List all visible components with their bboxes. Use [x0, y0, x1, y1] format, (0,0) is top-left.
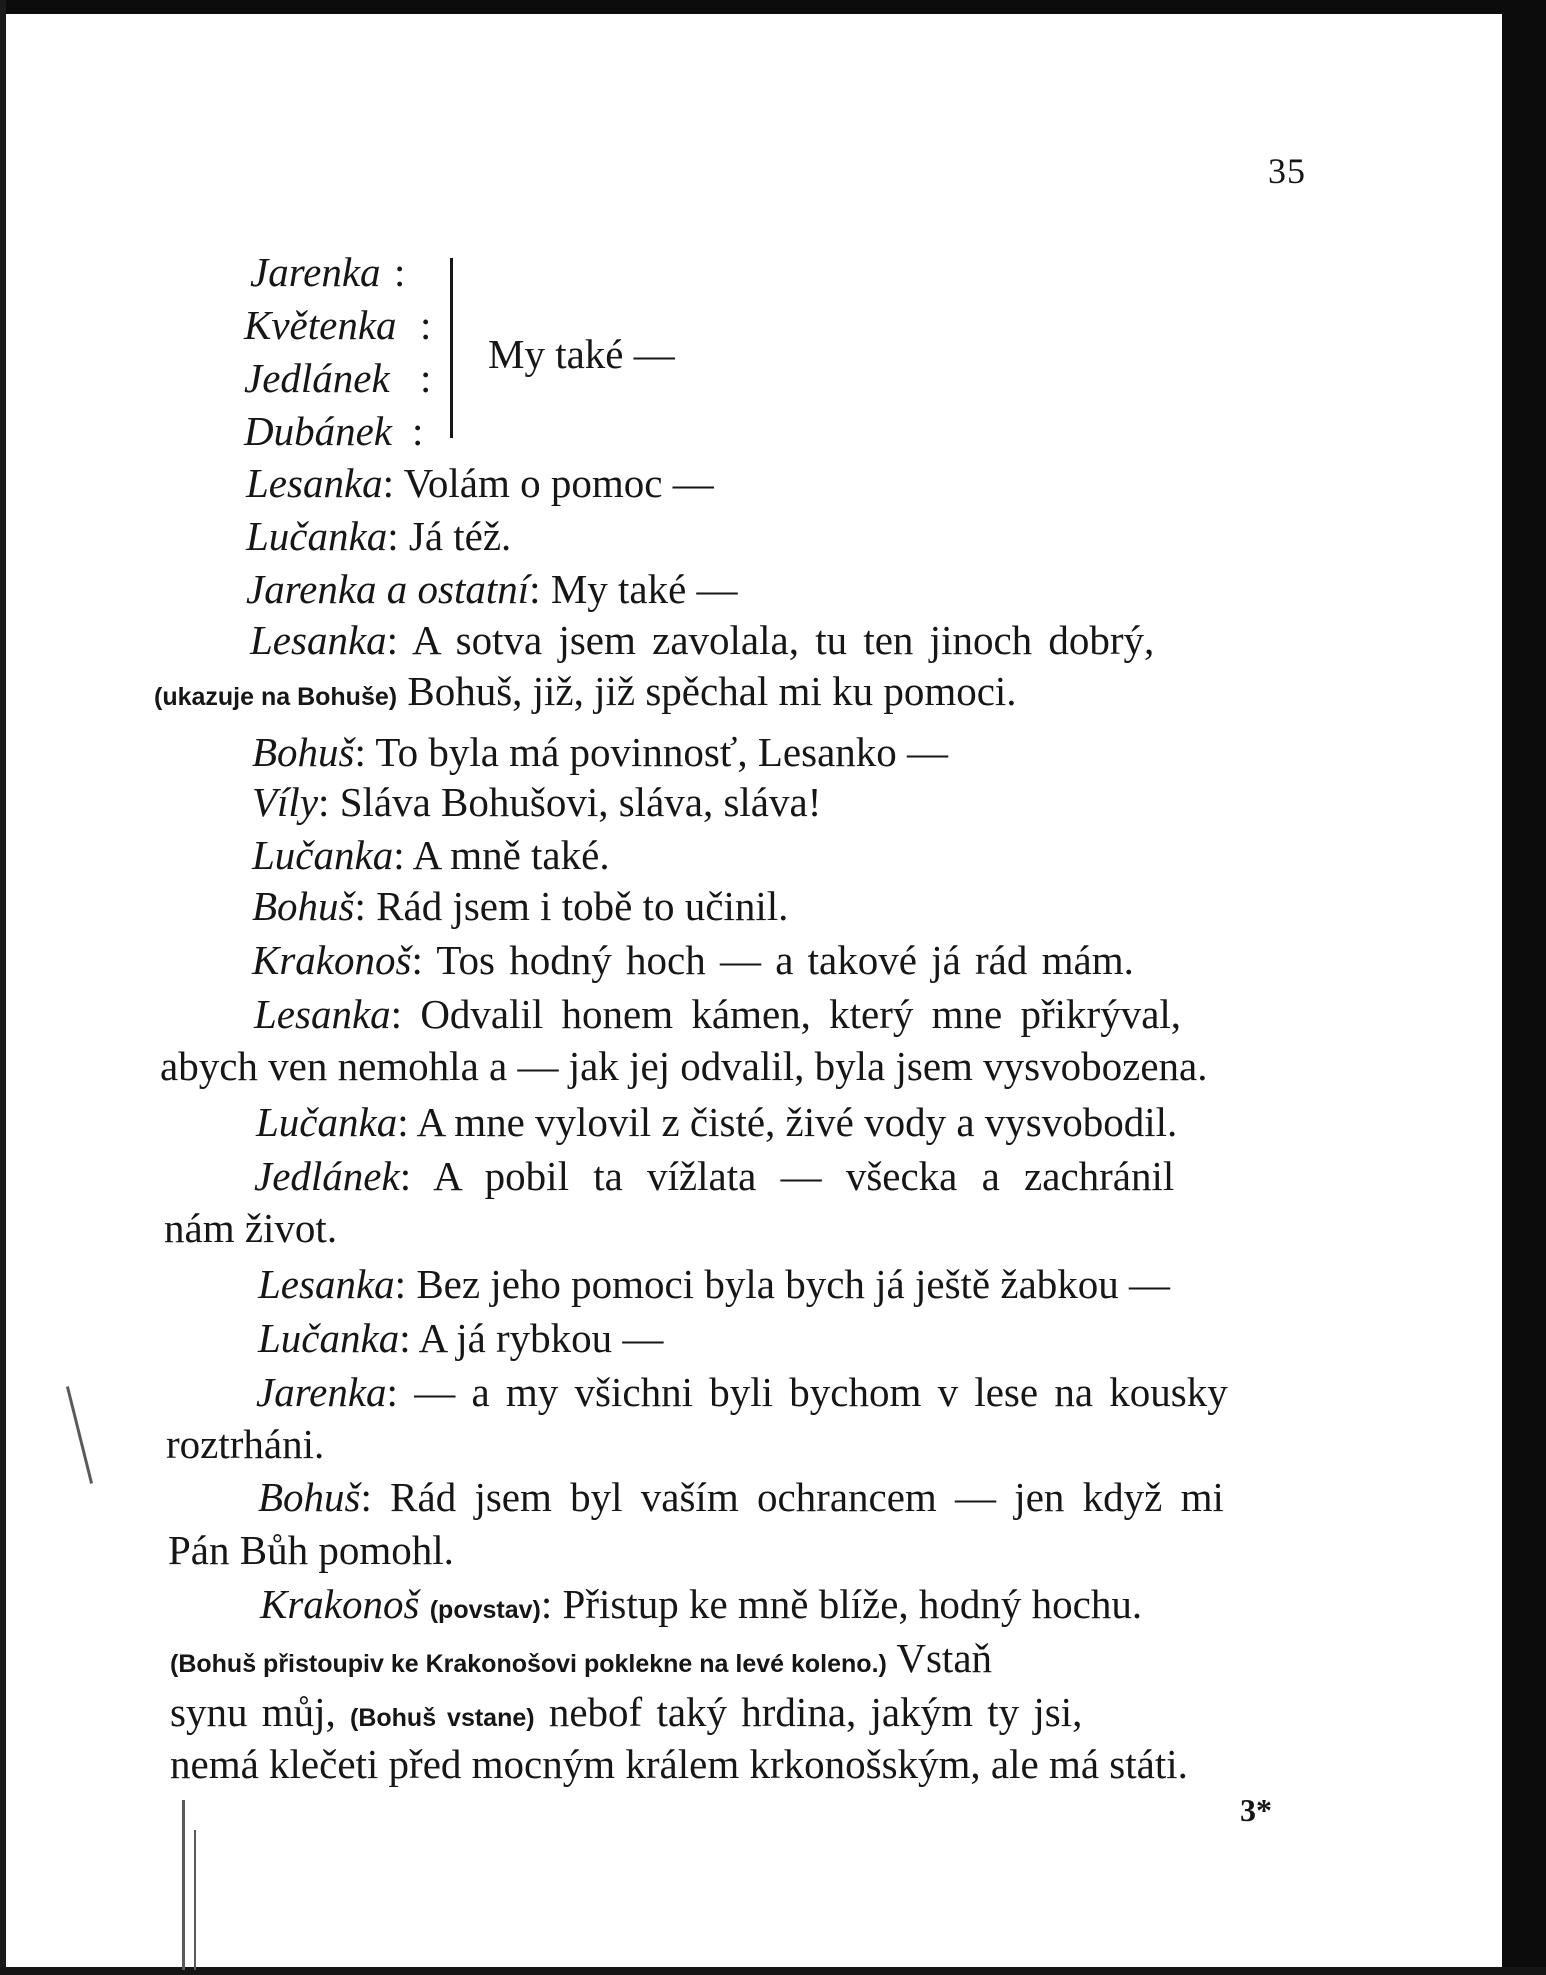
- line-text: Sláva Bohušovi, sláva, sláva!: [339, 779, 822, 825]
- speaker-label: Krakonoš: [252, 937, 412, 983]
- speaker-label: Jarenka a ostatní: [246, 566, 530, 612]
- line-text: synu můj,: [170, 1689, 336, 1735]
- dialogue-line: Lesanka: Odvalil honem kámen, který mne přikrýval,: [254, 991, 1182, 1037]
- dialogue-line: Lučanka: Já též.: [246, 513, 512, 559]
- scan-artifact-line: [66, 1386, 93, 1484]
- signature-mark: 3*: [1240, 1792, 1272, 1828]
- line-text: Rád jsem i tobě to učinil.: [376, 883, 789, 929]
- dialogue-line: Lesanka: A sotva jsem zavolala, tu ten jinoch dobrý,: [250, 617, 1155, 663]
- scan-border-right: [1502, 0, 1546, 1975]
- dialogue-line: [170, 1689, 1083, 1735]
- dialogue-line: Lesanka: Volám o pomoc —: [246, 460, 714, 506]
- dialogue-line: Lučanka: A mně také.: [252, 832, 610, 878]
- scan-border-top: [0, 0, 1546, 14]
- line-text: Vstaň: [896, 1635, 993, 1681]
- stage-direction: (ukazuje na Bohuše): [154, 683, 398, 711]
- speaker-label: Víly: [252, 779, 319, 825]
- dialogue-line: Víly: Sláva Bohušovi, sláva, sláva!: [252, 779, 822, 825]
- dialogue-line: Bohuš: Rád jsem byl vaším ochrancem — jen když mi: [258, 1474, 1224, 1520]
- line-text: — a my všichni byli bychom v lese na kousky: [414, 1369, 1228, 1415]
- line-text: A já rybkou —: [418, 1315, 664, 1361]
- speaker-label: Jedlánek: [244, 355, 390, 401]
- speaker-label: Lučanka: [256, 1099, 398, 1145]
- speaker-label: Lesanka: [246, 460, 383, 506]
- bracket: [450, 258, 453, 438]
- line-text: roztrháni.: [166, 1421, 325, 1467]
- line-text: nemá klečeti před mocným králem krkonošským, ale má státi.: [170, 1741, 1188, 1787]
- stage-direction: (Bohuš vstane): [350, 1704, 535, 1732]
- speaker-label: Květenka: [244, 302, 397, 348]
- line-text: Rád jsem byl vaším ochrancem — jen když mi: [390, 1474, 1224, 1520]
- dialogue-line: [160, 1043, 1208, 1089]
- speaker-label: Bohuš: [252, 729, 355, 775]
- colon: :: [420, 302, 432, 348]
- dialogue-line: [170, 1741, 1188, 1787]
- group-reply: My také —: [488, 331, 675, 377]
- line-text: abych ven nemohla a — jak jej odvalil, byla jsem vysvobozena.: [160, 1043, 1208, 1089]
- speaker-label: Lesanka: [258, 1261, 395, 1307]
- line-text: Tos hodný hoch — a takové já rád mám.: [436, 937, 1134, 983]
- line-text: Já též.: [408, 513, 512, 559]
- speaker-label: Lesanka: [254, 991, 391, 1037]
- dialogue-line: [170, 1635, 993, 1681]
- dialogue-line: Lesanka: Bez jeho pomoci byla bych já ještě žabkou —: [258, 1261, 1171, 1307]
- scan-artifact-line: [182, 1800, 185, 1970]
- dialogue-line: Bohuš: To byla má povinnosť, Lesanko —: [252, 729, 949, 775]
- stage-direction: (povstav): [429, 1596, 541, 1624]
- line-text: Bohuš, již, již spěchal mi ku pomoci.: [407, 668, 1017, 714]
- line-text: A sotva jsem zavolala, tu ten jinoch dobrý,: [412, 617, 1155, 663]
- line-text: A mne vylovil z čisté, živé vody a vysvobodil.: [416, 1099, 1178, 1145]
- line-text: Přistup ke mně blíže, hodný hochu.: [562, 1581, 1143, 1627]
- speaker-label: Krakonoš: [260, 1581, 420, 1627]
- speaker-label: Lučanka: [252, 832, 394, 878]
- scan-border-left: [0, 0, 6, 1975]
- speaker-label: Jedlánek: [254, 1153, 400, 1199]
- dialogue-line: Jarenka a ostatní: My také —: [246, 566, 738, 612]
- speaker-label: Lučanka: [258, 1315, 400, 1361]
- speaker-label: Lesanka: [250, 617, 387, 663]
- speaker-label: Jarenka: [256, 1369, 387, 1415]
- line-text: A pobil ta vížlata — všecka a zachránil: [433, 1153, 1175, 1199]
- line-text: Volám o pomoc —: [403, 460, 714, 506]
- line-text: Odvalil honem kámen, který mne přikrýval,: [420, 991, 1182, 1037]
- line-text: Bez jeho pomoci byla bych já ještě žabkou —: [416, 1261, 1171, 1307]
- line-text: My také —: [550, 566, 738, 612]
- speaker-label: Bohuš: [252, 883, 355, 929]
- dialogue-line: Jedlánek: A pobil ta vížlata — všecka a zachránil: [254, 1153, 1175, 1199]
- stage-direction: (Bohuš přistoupiv ke Krakonošovi poklekne na levé koleno.): [170, 1650, 887, 1678]
- dialogue-line: [154, 668, 1017, 714]
- scan-artifact-line: [194, 1830, 196, 1970]
- dialogue-line: Krakonoš (povstav): Přistup ke mně blíže, hodný hochu.: [260, 1581, 1143, 1627]
- dialogue-line: Krakonoš: Tos hodný hoch — a takové já rád mám.: [252, 937, 1134, 983]
- page-number: 35: [1268, 151, 1306, 191]
- dialogue-line: Jarenka: — a my všichni byli bychom v lese na kousky: [256, 1369, 1228, 1415]
- line-text: Pán Bůh pomohl.: [168, 1527, 454, 1573]
- dialogue-line: [164, 1205, 338, 1251]
- speaker-label: Bohuš: [258, 1474, 361, 1520]
- dialogue-line: Lučanka: A mne vylovil z čisté, živé vody a vysvobodil.: [256, 1099, 1178, 1145]
- line-text: nebof taký hrdina, jakým ty jsi,: [548, 1689, 1083, 1735]
- scan-border-bottom: [0, 1967, 1546, 1975]
- dialogue-line: Bohuš: Rád jsem i tobě to učinil.: [252, 883, 789, 929]
- colon: :: [394, 249, 406, 295]
- line-text: To byla má povinnosť, Lesanko —: [375, 729, 949, 775]
- dialogue-line: [166, 1421, 325, 1467]
- line-text: nám život.: [164, 1205, 338, 1251]
- speaker-label: Dubánek: [244, 408, 393, 454]
- colon: :: [412, 408, 424, 454]
- line-text: A mně také.: [412, 832, 610, 878]
- dialogue-line: [168, 1527, 454, 1573]
- speaker-label: Jarenka: [250, 249, 381, 295]
- colon: :: [420, 355, 432, 401]
- speaker-label: Lučanka: [246, 513, 388, 559]
- dialogue-line: Lučanka: A já rybkou —: [258, 1315, 664, 1361]
